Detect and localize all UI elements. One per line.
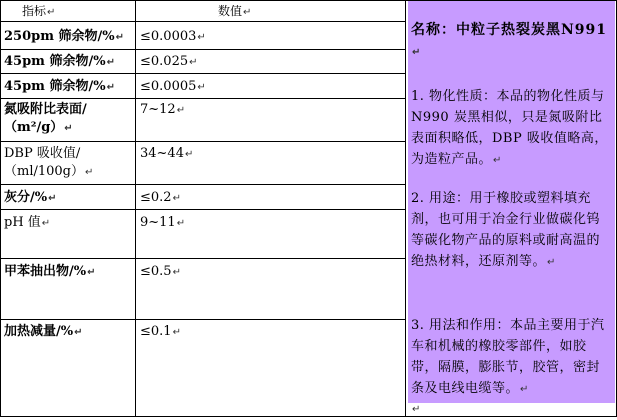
row-value [140,263,181,281]
row-value-text: 9~11 [140,215,176,230]
row-name-line2: （ml/100g） [4,164,84,179]
row-name [4,145,93,182]
description-paragraph-application [411,315,612,400]
return-mark: ↵ [493,155,502,166]
row-value-text: ≤0.0003 [140,29,197,44]
return-mark: ↵ [176,218,186,229]
row-name [4,53,115,72]
row-value-text: 7~12 [140,102,176,117]
row-value-text: ≤0.2 [140,190,172,205]
return-mark: ↵ [176,105,186,116]
row-line [0,184,406,185]
row-name-line2: （m²/g） [4,120,64,135]
return-mark: ↵ [547,257,556,268]
row-name [4,263,96,282]
row-line [0,258,406,259]
header-indicator-label: 指标 [22,4,47,18]
description-paragraph-properties [411,86,612,171]
row-name-text: 45pm 筛余物/% [4,54,106,69]
return-mark: ↵ [115,32,124,43]
table-border-bottom [0,416,617,417]
row-line [0,319,406,320]
row-line [0,98,406,99]
product-name-text: 名称：中粒子热裂炭黑N991 [411,22,608,38]
return-mark: ↵ [412,47,422,58]
row-value [140,189,181,207]
row-name [4,323,83,342]
return-mark: ↵ [172,267,181,278]
row-name-text: 45pm 筛余物/% [4,79,106,94]
row-name-text: 灰分/% [4,190,48,205]
return-mark: ↵ [197,82,206,93]
header-value [218,3,251,21]
row-value [140,145,193,163]
description-paragraph-usage [411,188,612,273]
row-line [0,73,406,74]
row-line [0,141,406,142]
return-mark: ↵ [189,57,198,68]
return-mark: ↵ [41,218,51,229]
row-value [140,101,185,119]
row-value [140,53,198,71]
header-indicator [22,3,55,21]
row-value-text: ≤0.5 [140,264,172,279]
return-mark: ↵ [172,327,181,338]
return-mark: ↵ [106,57,115,68]
row-name-text: 加热减量/% [4,324,74,339]
row-name [4,214,50,233]
row-value-text: ≤0.0005 [140,79,197,94]
return-mark: ↵ [48,193,57,204]
row-line [0,21,406,22]
row-value-text: ≤0.025 [140,54,189,69]
row-name-text: 甲苯抽出物/% [4,264,87,279]
row-name-text: 250pm 筛余物/% [4,29,115,44]
row-value [140,78,206,96]
row-value-text: 34~44 [140,146,184,161]
product-name [411,20,612,63]
return-mark: ↵ [85,167,94,178]
description-application-text: 3. 用法和作用：本品主要用于汽车和机械的橡胶零部件，如胶带，隔膜，膨胀节，胶管，密封条及电线电缆等。 [411,318,605,396]
return-mark: ↵ [74,327,83,338]
return-mark: ↵ [412,404,421,415]
row-name [4,101,87,138]
row-name-line1: DBP 吸收值/ [4,146,81,161]
description-properties-text: 1. 物化性质：本品的物化性质与 N990 炭黑相似，只是氮吸附比表面积略低，DBP 吸收值略高，为造粒产品。 [411,89,608,167]
return-mark: ↵ [197,32,206,43]
row-value [140,214,185,232]
header-value-label: 数值 [218,4,243,18]
row-name [4,78,115,97]
row-value [140,323,181,341]
return-mark: ↵ [243,7,252,18]
return-mark: ↵ [184,149,194,160]
return-mark: ↵ [520,384,529,395]
row-name-text: pH 值 [4,215,41,230]
return-mark: ↵ [47,7,56,18]
return-mark: ↵ [87,267,96,278]
row-line [0,49,406,50]
row-value-text: ≤0.1 [140,324,172,339]
trailing-return-mark [411,400,420,418]
return-mark: ↵ [106,82,115,93]
row-line [0,209,406,210]
return-mark: ↵ [64,123,73,134]
row-value [140,28,206,46]
return-mark: ↵ [172,193,181,204]
row-name-line1: 氮吸附比表面/ [4,102,87,117]
row-name [4,28,124,47]
row-name [4,189,57,208]
description-usage-text: 2. 用途：用于橡胶或塑料填充剂，也可用于冶金行业做碳化钨等碳化物产品的原料或耐高温的绝热材料，还原剂等。 [411,191,601,269]
